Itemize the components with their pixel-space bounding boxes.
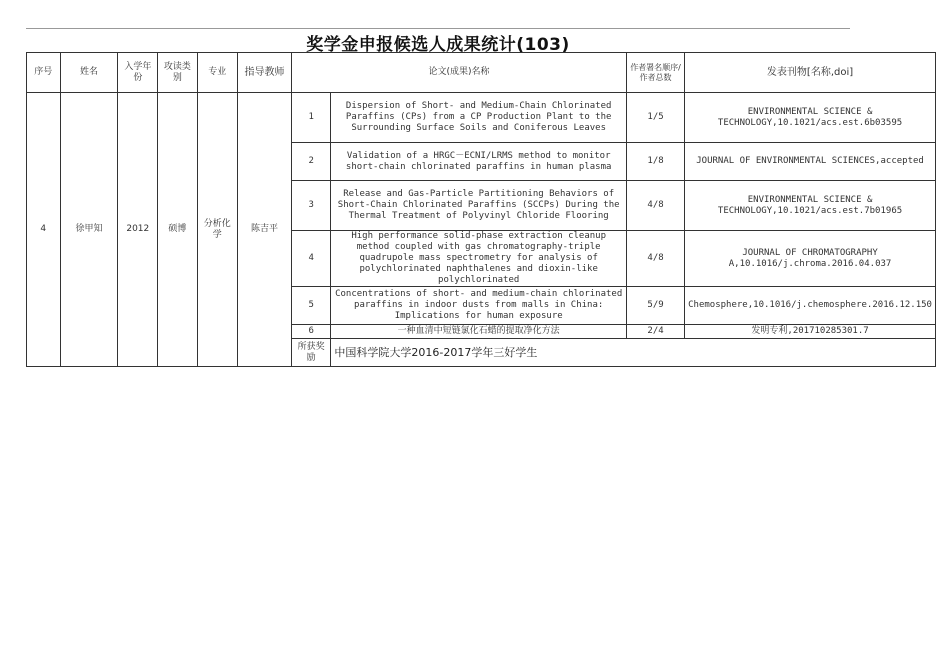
header-degree: 攻读类别 [158,53,197,93]
paper-no: 3 [291,181,330,231]
paper-journal: ENVIRONMENTAL SCIENCE & TECHNOLOGY,10.1021/acs.est.7b01965 [685,181,936,231]
paper-author-order: 5/9 [627,287,685,325]
header-major: 专业 [197,53,237,93]
header-journal: 发表刊物[名称,doi] [685,53,936,93]
header-row [27,53,936,93]
candidate-results-table [26,52,936,367]
paper-journal: 发明专利,201710285301.7 [685,325,936,339]
candidate-advisor: 陈吉平 [237,93,291,367]
candidate-name: 徐甲知 [60,93,118,367]
header-seq: 序号 [27,53,61,93]
paper-title: 一种血清中短链氯化石蜡的提取净化方法 [331,325,627,339]
paper-no: 4 [291,231,330,287]
paper-title: Release and Gas-Particle Partitioning Behaviors of Short-Chain Chlorinated Paraffins (SCCPs) During the Thermal Treatment of Polyvinyl Chloride Flooring [331,181,627,231]
title-top-rule [26,28,850,29]
header-paper-title: 论文(成果)名称 [291,53,626,93]
paper-title: High performance solid-phase extraction cleanup method coupled with gas chromatography-triple quadrupole mass spectrometry for analysis of polychlorinated naphthalenes and dioxin-like polychlorinated [331,231,627,287]
paper-author-order: 4/8 [627,231,685,287]
paper-author-order: 1/5 [627,93,685,143]
header-author-order: 作者署名顺序/作者总数 [627,53,685,93]
paper-no: 1 [291,93,330,143]
paper-journal: Chemosphere,10.1016/j.chemosphere.2016.12.150 [685,287,936,325]
header-enroll-year: 入学年份 [118,53,158,93]
paper-author-order: 2/4 [627,325,685,339]
candidate-major: 分析化学 [197,93,237,367]
candidate-enroll-year: 2012 [118,93,158,367]
page-title: 奖学金申报候选人成果统计(103) [306,35,570,55]
candidate-degree: 硕博 [158,93,197,367]
header-advisor: 指导教师 [237,53,291,93]
paper-author-order: 4/8 [627,181,685,231]
award-label: 所获奖励 [291,339,330,367]
paper-title: Concentrations of short- and medium-chain chlorinated paraffins in indoor dusts from malls in China: Implications for human exposure [331,287,627,325]
candidate-seq: 4 [27,93,61,367]
paper-no: 2 [291,143,330,181]
award-text: 中国科学院大学2016-2017学年三好学生 [331,339,936,367]
paper-journal: JOURNAL OF CHROMATOGRAPHY A,10.1016/j.chroma.2016.04.037 [685,231,936,287]
paper-journal: ENVIRONMENTAL SCIENCE & TECHNOLOGY,10.1021/acs.est.6b03595 [685,93,936,143]
paper-no: 5 [291,287,330,325]
paper-title: Validation of a HRGC－ECNI/LRMS method to monitor short-chain chlorinated paraffins in human plasma [331,143,627,181]
paper-no: 6 [291,325,330,339]
paper-author-order: 1/8 [627,143,685,181]
paper-title: Dispersion of Short- and Medium-Chain Chlorinated Paraffins (CPs) from a CP Production Plant to the Surrounding Surface Soils and Coniferous Leaves [331,93,627,143]
header-name: 姓名 [60,53,118,93]
paper-row-1 [27,93,936,143]
paper-journal: JOURNAL OF ENVIRONMENTAL SCIENCES,accepted [685,143,936,181]
